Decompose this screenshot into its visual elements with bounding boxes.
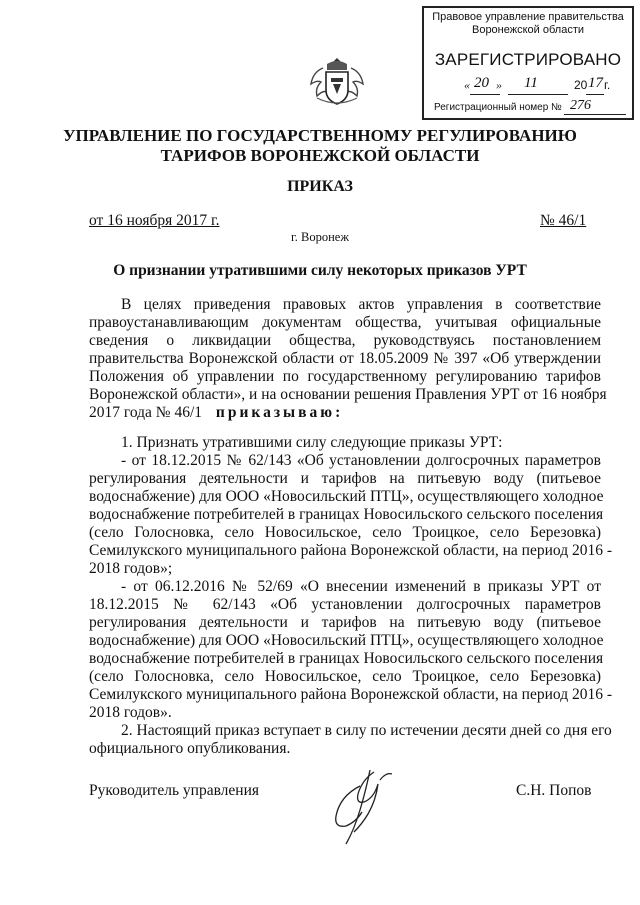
sub2-line: водоснабжение потребителей в границах Новосильского сельского поселения: [89, 650, 604, 667]
sub2-line: водоснабжение) для ООО «Новосильский ПТЦ», осуществляющего холодное: [89, 632, 604, 649]
stamp-day-underline: [470, 94, 500, 95]
p1-line: Воронежской области», и на основании решения Правления УРТ от 16 ноября: [89, 386, 607, 403]
p1-line: Положения об управлении по государственному регулированию тарифов: [89, 368, 601, 385]
sub1-line: 2018 годов»;: [89, 560, 173, 577]
p1-last-line: [89, 404, 601, 422]
agency-line2: ТАРИФОВ ВОРОНЕЖСКОЙ ОБЛАСТИ: [160, 146, 480, 165]
sub2-line: - от 06.12.2016 № 52/69 «О внесении изменений в приказы УРТ от: [121, 578, 601, 595]
stamp-quote-close: »: [496, 78, 502, 92]
signature-icon: [330, 766, 398, 852]
item2-line: официального опубликования.: [89, 740, 291, 757]
stamp-org-line2: Воронежской области: [471, 24, 584, 36]
sub1-line: - от 18.12.2015 № 62/143 «Об установлении долгосрочных параметров: [121, 452, 601, 469]
stamp-org-line1: Правовое управление правительства: [432, 11, 624, 23]
sub2-line: Семилукского муниципального района Воронежской области, на период 2016 -: [89, 686, 612, 703]
stamp-reg-number: 276: [570, 98, 591, 113]
stamp-month-underline: [508, 94, 568, 95]
city: г. Воронеж: [291, 230, 349, 244]
sub1-line: регулирования деятельности и тарифов на питьевую воду (питьевое: [89, 470, 601, 487]
stamp-number-underline: [564, 114, 626, 115]
order-title: О признании утратившими силу некоторых приказов УРТ: [113, 262, 527, 279]
p1-line: правоустанавливающим документам общества, учитывая официальные: [89, 314, 601, 331]
stamp-year-prefix: 20: [574, 78, 588, 92]
stamp-registered: ЗАРЕГИСТРИРОВАНО: [434, 50, 622, 69]
signer-name: С.Н. Попов: [516, 782, 592, 799]
stamp-year-letter: г.: [604, 78, 611, 92]
stamp-reg-label: Регистрационный номер №: [434, 102, 562, 113]
item1-heading: 1. Признать утратившими силу следующие приказы УРТ:: [121, 434, 503, 451]
registration-stamp: [422, 6, 634, 120]
item2-line: 2. Настоящий приказ вступает в силу по истечении десяти дней со дня его: [121, 722, 612, 739]
sub2-line: (село Голосновка, село Новосильское, село Троицкое, село Березовка): [89, 668, 601, 685]
order-date: от 16 ноября 2017 г.: [89, 212, 220, 229]
sub1-line: водоснабжение) для ООО «Новосильский ПТЦ», осуществляющего холодное: [89, 488, 604, 505]
order-number: № 46/1: [540, 212, 587, 229]
sub2-line: 18.12.2015 № 62/143 «Об установлении долгосрочных параметров: [89, 596, 601, 613]
stamp-month: 11: [524, 75, 538, 91]
sub1-line: (село Голосновка, село Новосильское, село Троицкое, село Березовка): [89, 524, 601, 541]
agency-line1: УПРАВЛЕНИЕ ПО ГОСУДАРСТВЕННОМУ РЕГУЛИРОВАНИЮ: [63, 126, 577, 145]
coat-of-arms-icon: [307, 52, 367, 110]
sub2-line: 2018 годов».: [89, 704, 172, 721]
sub1-line: Семилукского муниципального района Воронежской области, на период 2016 -: [89, 542, 612, 559]
p1-line: сведения о ликвидации общества, руководствуясь постановлением: [89, 332, 601, 349]
stamp-year-underline: [586, 94, 604, 95]
p1-line: 2017 года № 46/1: [89, 404, 203, 421]
p1-line: В целях приведения правовых актов управления в соответствие: [121, 296, 601, 313]
stamp-day: 20: [474, 75, 489, 91]
stamp-year-suffix: 17: [588, 75, 603, 91]
signer-position: Руководитель управления: [89, 782, 260, 799]
stamp-quote-open: «: [464, 78, 470, 92]
p1-line: правительства Воронежской области от 18.05.2009 № 397 «Об утверждении: [89, 350, 601, 367]
sub2-line: регулирования деятельности и тарифов на питьевую воду (питьевое: [89, 614, 601, 631]
order-directive: приказываю:: [215, 404, 344, 421]
document-type: ПРИКАЗ: [287, 178, 353, 195]
sub1-line: водоснабжение потребителей в границах Новосильского сельского поселения: [89, 506, 604, 523]
stamp-org: [424, 11, 632, 37]
